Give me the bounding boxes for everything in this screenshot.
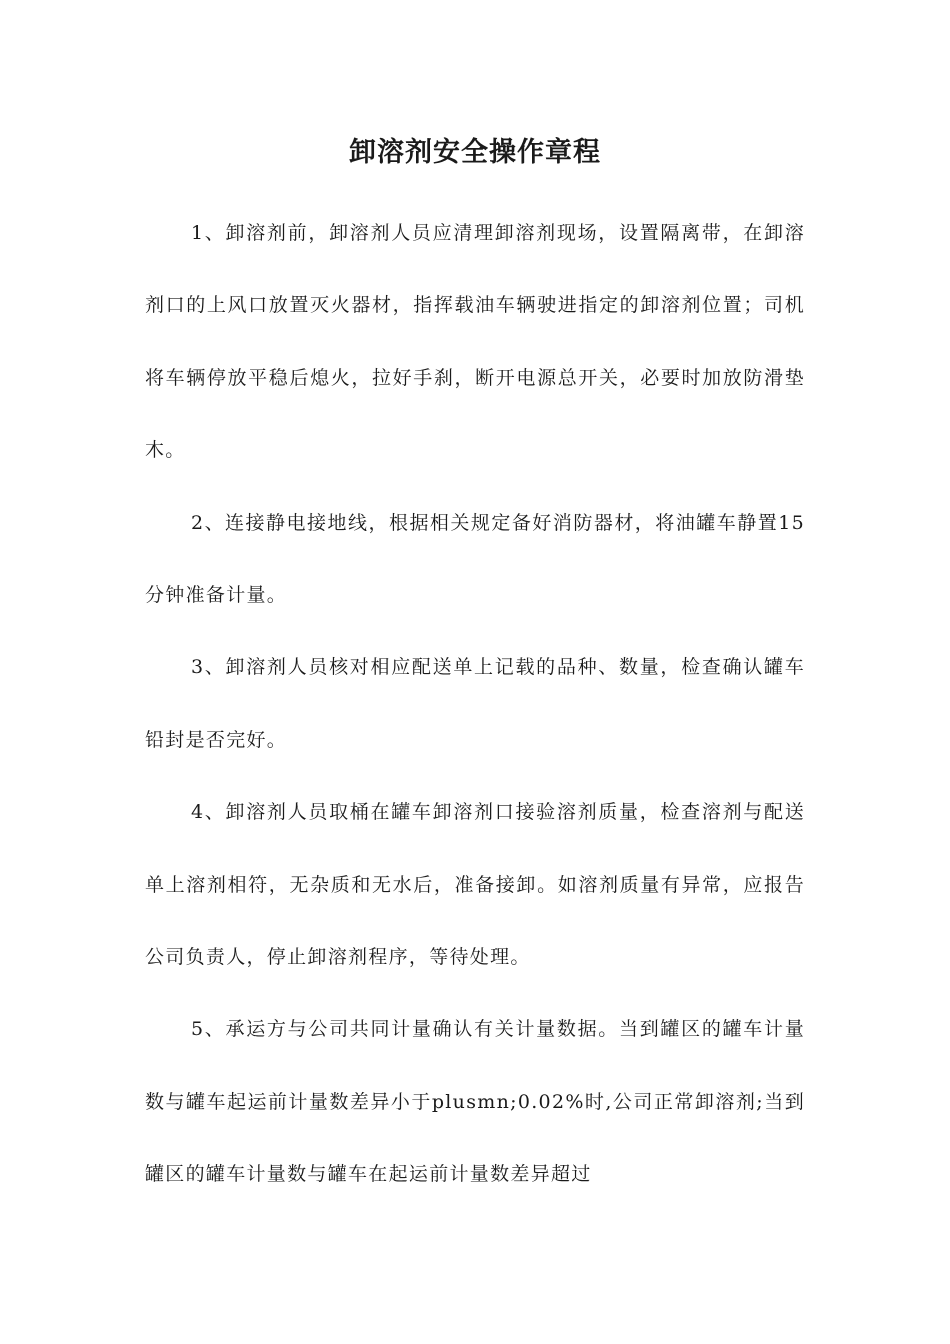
- paragraph-2: 2、连接静电接地线，根据相关规定备好消防器材，将油罐车静置15分钟准备计量。: [145, 511, 805, 607]
- paragraph-1: 1、卸溶剂前，卸溶剂人员应清理卸溶剂现场，设置隔离带，在卸溶剂口的上风口放置灭火器材，指挥载油车辆驶进指定的卸溶剂位置；司机将车辆停放平稳后熄火，拉好手刹，断开电源总开关，必要时加放防滑垫木。: [145, 222, 805, 462]
- paragraph-3: 3、卸溶剂人员核对相应配送单上记载的品种、数量，检查确认罐车铅封是否完好。: [145, 656, 805, 751]
- paragraph-5: 5、承运方与公司共同计量确认有关计量数据。当到罐区的罐车计量数与罐车起运前计量数差异小于plusmn;0.02%时,公司正常卸溶剂;当到罐区的罐车计量数与罐车在起运前计量数差异超过: [145, 1018, 805, 1186]
- document-title: 卸溶剂安全操作章程: [349, 137, 601, 168]
- document-body: [145, 197, 805, 1211]
- paragraph-4: 4、卸溶剂人员取桶在罐车卸溶剂口接验溶剂质量，检查溶剂与配送单上溶剂相符，无杂质和无水后，准备接卸。如溶剂质量有异常，应报告公司负责人，停止卸溶剂程序，等待处理。: [145, 801, 805, 969]
